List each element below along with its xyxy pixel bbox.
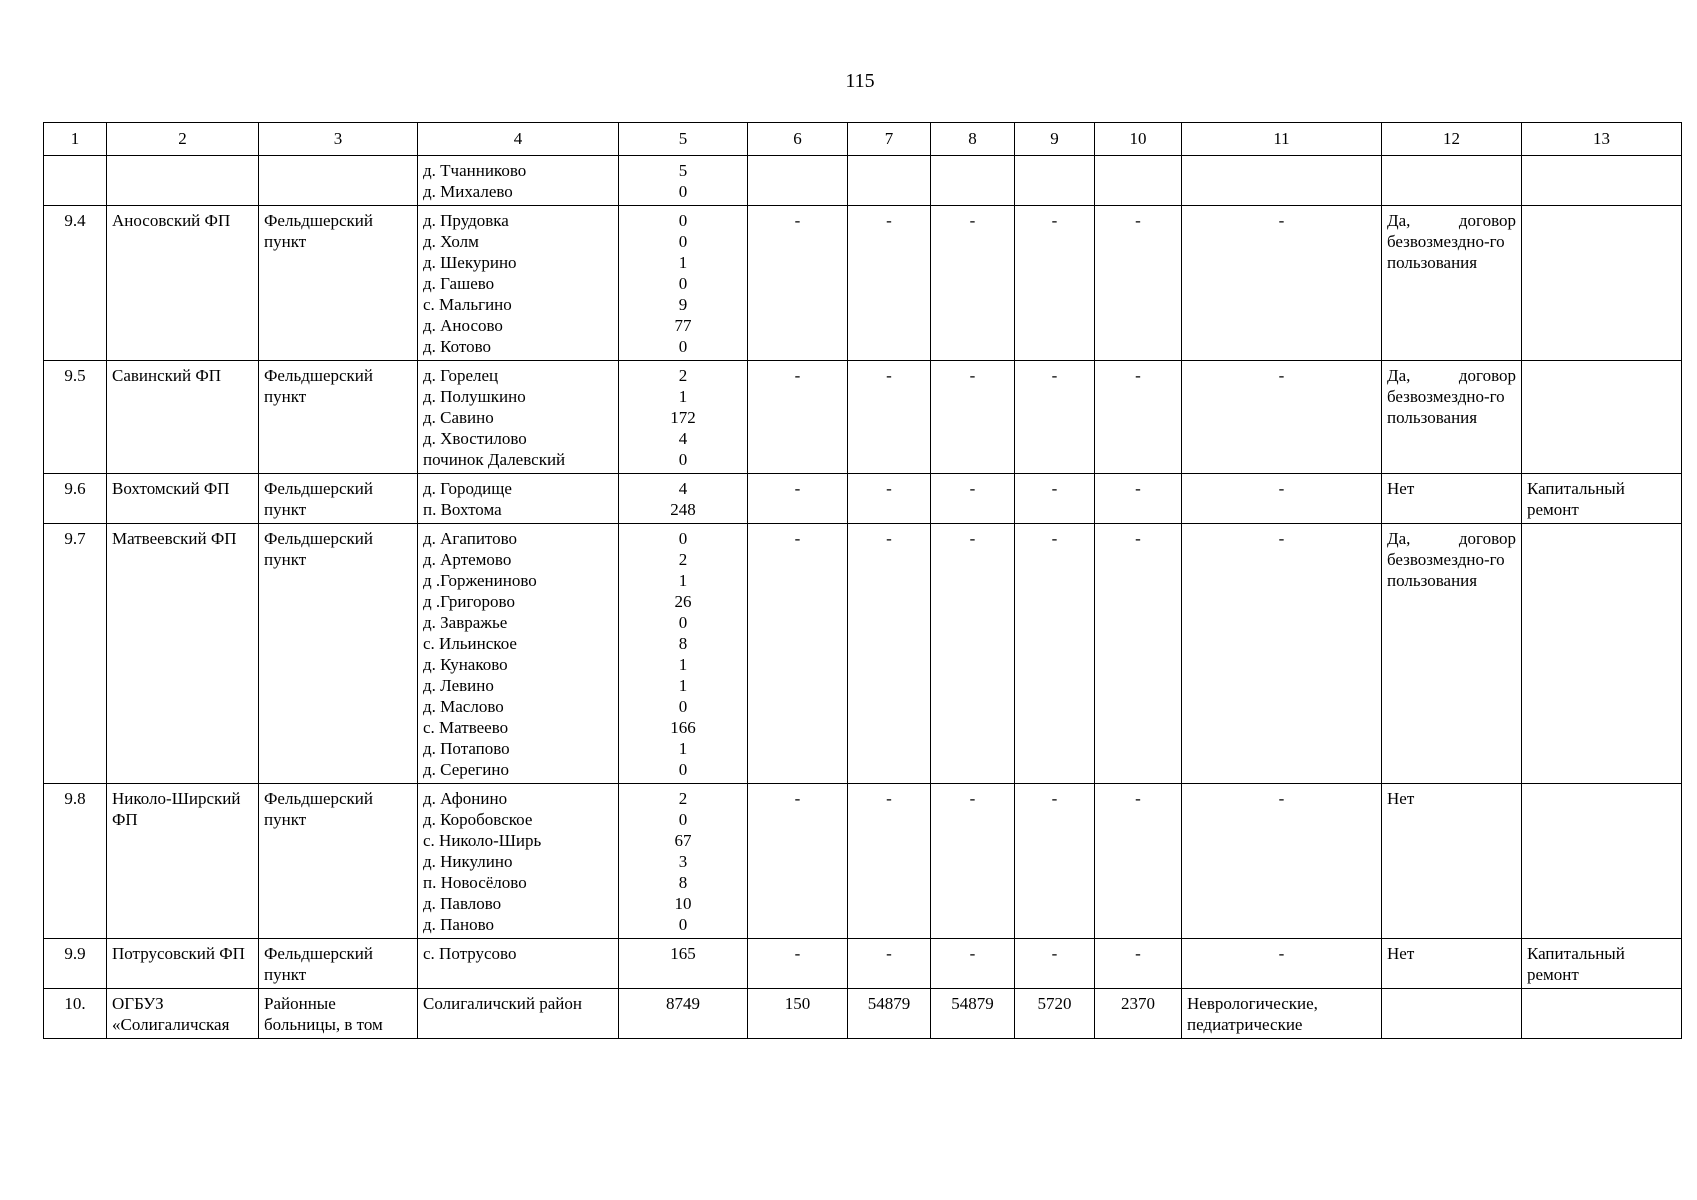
population-value: 77 bbox=[674, 316, 692, 335]
settlements-cell bbox=[418, 206, 619, 361]
settlements-cell bbox=[418, 939, 619, 989]
value-cell-c8: - bbox=[931, 939, 1015, 989]
settlement-name: д. Прудовка bbox=[423, 211, 509, 230]
row-number-cell: 9.9 bbox=[44, 939, 107, 989]
value-cell-c10: - bbox=[1095, 524, 1182, 784]
table-body bbox=[44, 156, 1682, 1039]
settlement-name: д .Григорово bbox=[423, 592, 515, 611]
profile-text: - bbox=[1278, 479, 1285, 498]
population-value: 8749 bbox=[666, 994, 700, 1013]
ownership-text: Да, договор безвозмездно-го пользования bbox=[1387, 529, 1516, 590]
population-value: 0 bbox=[678, 760, 688, 779]
population-cell bbox=[619, 206, 748, 361]
value-cell-c9: - bbox=[1015, 939, 1095, 989]
population-value: 0 bbox=[678, 450, 688, 469]
column-header: 7 bbox=[848, 123, 931, 156]
population-value: 26 bbox=[674, 592, 692, 611]
population-cell bbox=[619, 939, 748, 989]
ownership-text: Нет bbox=[1387, 944, 1415, 963]
population-value: 165 bbox=[670, 944, 696, 963]
value-cell-c9: - bbox=[1015, 524, 1095, 784]
settlement-name: д. Коробовское bbox=[423, 810, 533, 829]
repair-text: Капитальный ремонт bbox=[1527, 479, 1625, 519]
value-cell-c6: - bbox=[748, 474, 848, 524]
column-header: 2 bbox=[107, 123, 259, 156]
repair-cell bbox=[1522, 361, 1682, 474]
value-cell-c7: - bbox=[848, 361, 931, 474]
value-cell-c6 bbox=[748, 156, 848, 206]
ownership-cell bbox=[1382, 474, 1522, 524]
value-cell-c10: - bbox=[1095, 474, 1182, 524]
value-cell-c7: - bbox=[848, 474, 931, 524]
ownership-cell bbox=[1382, 524, 1522, 784]
facility-type-cell bbox=[259, 784, 418, 939]
facility-name-cell bbox=[107, 156, 259, 206]
value-cell-c10: - bbox=[1095, 206, 1182, 361]
settlement-name: починок Далевский bbox=[423, 450, 566, 469]
settlement-name: д. Савино bbox=[423, 408, 494, 427]
population-value: 4 bbox=[678, 429, 688, 448]
value-cell-c8 bbox=[931, 156, 1015, 206]
column-header: 4 bbox=[418, 123, 619, 156]
facility-name: Матвеевский ФП bbox=[112, 529, 237, 548]
settlement-name: д. Кунаково bbox=[423, 655, 508, 674]
value-cell-c9: 5720 bbox=[1015, 989, 1095, 1039]
settlement-name: д. Паново bbox=[423, 915, 494, 934]
ownership-text: Нет bbox=[1387, 479, 1415, 498]
settlement-name: с. Мальгино bbox=[423, 295, 512, 314]
settlement-name: с. Матвеево bbox=[423, 718, 509, 737]
settlements-cell bbox=[418, 361, 619, 474]
settlements-cell bbox=[418, 989, 619, 1039]
repair-cell bbox=[1522, 474, 1682, 524]
value-cell-c9: - bbox=[1015, 474, 1095, 524]
value-cell-c10: - bbox=[1095, 939, 1182, 989]
profile-text: - bbox=[1278, 789, 1285, 808]
population-value: 1 bbox=[678, 655, 688, 674]
population-value: 9 bbox=[678, 295, 688, 314]
facility-name-cell bbox=[107, 939, 259, 989]
facility-type-cell bbox=[259, 989, 418, 1039]
settlement-name: п. Вохтома bbox=[423, 500, 502, 519]
facility-name-cell bbox=[107, 784, 259, 939]
facility-type-cell bbox=[259, 939, 418, 989]
value-cell-c10: - bbox=[1095, 361, 1182, 474]
value-cell-c10: 2370 bbox=[1095, 989, 1182, 1039]
value-cell-c8: - bbox=[931, 524, 1015, 784]
population-value: 166 bbox=[670, 718, 696, 737]
page-number: 115 bbox=[845, 70, 875, 92]
column-header: 10 bbox=[1095, 123, 1182, 156]
row-number-cell: 9.6 bbox=[44, 474, 107, 524]
population-value: 0 bbox=[678, 211, 688, 230]
table-row bbox=[44, 939, 1682, 989]
settlement-name: д. Шекурино bbox=[423, 253, 517, 272]
settlement-name: д. Завражье bbox=[423, 613, 508, 632]
settlement-name: д. Городище bbox=[423, 479, 512, 498]
facility-type: Фельдшерский пункт bbox=[264, 789, 373, 829]
population-value: 0 bbox=[678, 697, 688, 716]
table-row bbox=[44, 361, 1682, 474]
settlement-name: с. Ильинское bbox=[423, 634, 517, 653]
repair-cell bbox=[1522, 989, 1682, 1039]
column-header: 9 bbox=[1015, 123, 1095, 156]
repair-cell bbox=[1522, 784, 1682, 939]
settlement-name: п. Новосёлово bbox=[423, 873, 527, 892]
value-cell-c9: - bbox=[1015, 361, 1095, 474]
facility-name: Вохтомский ФП bbox=[112, 479, 230, 498]
population-value: 67 bbox=[674, 831, 692, 850]
ownership-cell bbox=[1382, 939, 1522, 989]
population-value: 8 bbox=[678, 873, 688, 892]
population-cell bbox=[619, 156, 748, 206]
population-value: 0 bbox=[678, 274, 688, 293]
column-header: 3 bbox=[259, 123, 418, 156]
facility-name-cell bbox=[107, 361, 259, 474]
facility-name: Николо-Ширский ФП bbox=[112, 789, 241, 829]
settlement-name: д. Серегино bbox=[423, 760, 509, 779]
row-number-cell: 9.5 bbox=[44, 361, 107, 474]
repair-cell bbox=[1522, 939, 1682, 989]
table-row bbox=[44, 989, 1682, 1039]
profile-cell bbox=[1182, 156, 1382, 206]
facility-name: Аносовский ФП bbox=[112, 211, 231, 230]
table-row bbox=[44, 474, 1682, 524]
settlements-cell bbox=[418, 784, 619, 939]
value-cell-c7: 54879 bbox=[848, 989, 931, 1039]
population-value: 0 bbox=[678, 182, 688, 201]
population-value: 4 bbox=[678, 479, 688, 498]
value-cell-c8: 54879 bbox=[931, 989, 1015, 1039]
ownership-cell bbox=[1382, 989, 1522, 1039]
row-number-cell bbox=[44, 156, 107, 206]
registry-table bbox=[43, 122, 1682, 1039]
population-value: 0 bbox=[678, 337, 688, 356]
profile-cell bbox=[1182, 939, 1382, 989]
profile-text: - bbox=[1278, 944, 1285, 963]
profile-text: - bbox=[1278, 211, 1285, 230]
settlement-name: д. Тчанниково bbox=[423, 161, 527, 180]
value-cell-c10: - bbox=[1095, 784, 1182, 939]
settlement-name: д. Хвостилово bbox=[423, 429, 527, 448]
ownership-cell bbox=[1382, 206, 1522, 361]
value-cell-c8: - bbox=[931, 784, 1015, 939]
column-header: 1 bbox=[44, 123, 107, 156]
value-cell-c6: - bbox=[748, 206, 848, 361]
profile-cell bbox=[1182, 206, 1382, 361]
profile-cell bbox=[1182, 524, 1382, 784]
table-row bbox=[44, 524, 1682, 784]
settlement-name: д. Павлово bbox=[423, 894, 502, 913]
settlement-name: д. Полушкино bbox=[423, 387, 526, 406]
settlement-name: с. Николо-Ширь bbox=[423, 831, 542, 850]
facility-name-cell bbox=[107, 474, 259, 524]
value-cell-c8: - bbox=[931, 206, 1015, 361]
population-value: 1 bbox=[678, 676, 688, 695]
profile-text: - bbox=[1278, 366, 1285, 385]
facility-type: Фельдшерский пункт bbox=[264, 479, 373, 519]
table-row bbox=[44, 206, 1682, 361]
facility-name-cell bbox=[107, 524, 259, 784]
row-number-cell: 9.8 bbox=[44, 784, 107, 939]
ownership-cell bbox=[1382, 156, 1522, 206]
ownership-text: Да, договор безвозмездно-го пользования bbox=[1387, 366, 1516, 427]
value-cell-c7: - bbox=[848, 524, 931, 784]
row-number-cell: 10. bbox=[44, 989, 107, 1039]
value-cell-c6: - bbox=[748, 524, 848, 784]
population-cell bbox=[619, 361, 748, 474]
profile-text: Неврологические, педиатрические bbox=[1187, 994, 1318, 1034]
facility-type: Фельдшерский пункт bbox=[264, 529, 373, 569]
column-header: 12 bbox=[1382, 123, 1522, 156]
settlement-name: д. Левино bbox=[423, 676, 494, 695]
profile-cell bbox=[1182, 784, 1382, 939]
ownership-text: Нет bbox=[1387, 789, 1415, 808]
column-header: 13 bbox=[1522, 123, 1682, 156]
value-cell-c9 bbox=[1015, 156, 1095, 206]
value-cell-c7 bbox=[848, 156, 931, 206]
population-value: 8 bbox=[678, 634, 688, 653]
population-value: 248 bbox=[670, 500, 696, 519]
value-cell-c8: - bbox=[931, 474, 1015, 524]
table-row bbox=[44, 156, 1682, 206]
value-cell-c6: - bbox=[748, 784, 848, 939]
settlement-name: д. Гашево bbox=[423, 274, 495, 293]
profile-text: - bbox=[1278, 529, 1285, 548]
repair-text: Капитальный ремонт bbox=[1527, 944, 1625, 984]
population-value: 5 bbox=[678, 161, 688, 180]
population-value: 2 bbox=[678, 550, 688, 569]
facility-name: ОГБУЗ «Солигаличская bbox=[112, 994, 230, 1034]
profile-cell bbox=[1182, 474, 1382, 524]
repair-cell bbox=[1522, 206, 1682, 361]
population-value: 1 bbox=[678, 387, 688, 406]
facility-name: Потрусовский ФП bbox=[112, 944, 245, 963]
population-value: 0 bbox=[678, 915, 688, 934]
settlement-name: с. Потрусово bbox=[423, 944, 517, 963]
population-value: 2 bbox=[678, 366, 688, 385]
row-number-cell: 9.4 bbox=[44, 206, 107, 361]
settlements-cell bbox=[418, 524, 619, 784]
value-cell-c6: - bbox=[748, 939, 848, 989]
settlement-name: д. Котово bbox=[423, 337, 492, 356]
column-header: 11 bbox=[1182, 123, 1382, 156]
settlement-name: д .Горжениново bbox=[423, 571, 537, 590]
facility-name: Савинский ФП bbox=[112, 366, 222, 385]
settlements-cell bbox=[418, 156, 619, 206]
value-cell-c10 bbox=[1095, 156, 1182, 206]
profile-cell bbox=[1182, 361, 1382, 474]
population-cell bbox=[619, 474, 748, 524]
facility-type-cell bbox=[259, 474, 418, 524]
repair-cell bbox=[1522, 524, 1682, 784]
profile-cell bbox=[1182, 989, 1382, 1039]
value-cell-c6: - bbox=[748, 361, 848, 474]
population-value: 10 bbox=[674, 894, 692, 913]
settlement-name: д. Артемово bbox=[423, 550, 512, 569]
value-cell-c6: 150 bbox=[748, 989, 848, 1039]
settlement-name: д. Горелец bbox=[423, 366, 499, 385]
population-value: 1 bbox=[678, 739, 688, 758]
settlement-name: д. Агапитово bbox=[423, 529, 518, 548]
settlement-name: д. Михалево bbox=[423, 182, 513, 201]
ownership-cell bbox=[1382, 784, 1522, 939]
facility-type: Фельдшерский пункт bbox=[264, 944, 373, 984]
settlement-name: д. Никулино bbox=[423, 852, 513, 871]
facility-name-cell bbox=[107, 206, 259, 361]
facility-type-cell bbox=[259, 206, 418, 361]
facility-type: Районные больницы, в том bbox=[264, 994, 383, 1034]
column-header: 5 bbox=[619, 123, 748, 156]
facility-type-cell bbox=[259, 524, 418, 784]
settlement-name: д. Аносово bbox=[423, 316, 503, 335]
settlements-cell bbox=[418, 474, 619, 524]
facility-type: Фельдшерский пункт bbox=[264, 211, 373, 251]
repair-cell bbox=[1522, 156, 1682, 206]
ownership-cell bbox=[1382, 361, 1522, 474]
population-value: 0 bbox=[678, 232, 688, 251]
settlement-name: д. Афонино bbox=[423, 789, 508, 808]
facility-type-cell bbox=[259, 361, 418, 474]
population-cell bbox=[619, 524, 748, 784]
row-number-cell: 9.7 bbox=[44, 524, 107, 784]
population-value: 0 bbox=[678, 613, 688, 632]
population-value: 1 bbox=[678, 253, 688, 272]
population-value: 172 bbox=[670, 408, 696, 427]
value-cell-c9: - bbox=[1015, 206, 1095, 361]
value-cell-c7: - bbox=[848, 939, 931, 989]
settlement-name: д. Потапово bbox=[423, 739, 510, 758]
population-value: 0 bbox=[678, 810, 688, 829]
facility-name-cell bbox=[107, 989, 259, 1039]
population-value: 3 bbox=[678, 852, 688, 871]
table-row bbox=[44, 784, 1682, 939]
population-cell bbox=[619, 784, 748, 939]
facility-type-cell bbox=[259, 156, 418, 206]
settlement-name: д. Холм bbox=[423, 232, 479, 251]
population-value: 0 bbox=[678, 529, 688, 548]
settlement-name: Солигаличский район bbox=[423, 994, 582, 1013]
facility-type: Фельдшерский пункт bbox=[264, 366, 373, 406]
population-value: 2 bbox=[678, 789, 688, 808]
value-cell-c7: - bbox=[848, 784, 931, 939]
population-value: 1 bbox=[678, 571, 688, 590]
column-header: 8 bbox=[931, 123, 1015, 156]
settlement-name: д. Маслово bbox=[423, 697, 504, 716]
population-cell bbox=[619, 989, 748, 1039]
column-header: 6 bbox=[748, 123, 848, 156]
ownership-text: Да, договор безвозмездно-го пользования bbox=[1387, 211, 1516, 272]
header-row bbox=[44, 123, 1682, 156]
value-cell-c7: - bbox=[848, 206, 931, 361]
value-cell-c9: - bbox=[1015, 784, 1095, 939]
value-cell-c8: - bbox=[931, 361, 1015, 474]
